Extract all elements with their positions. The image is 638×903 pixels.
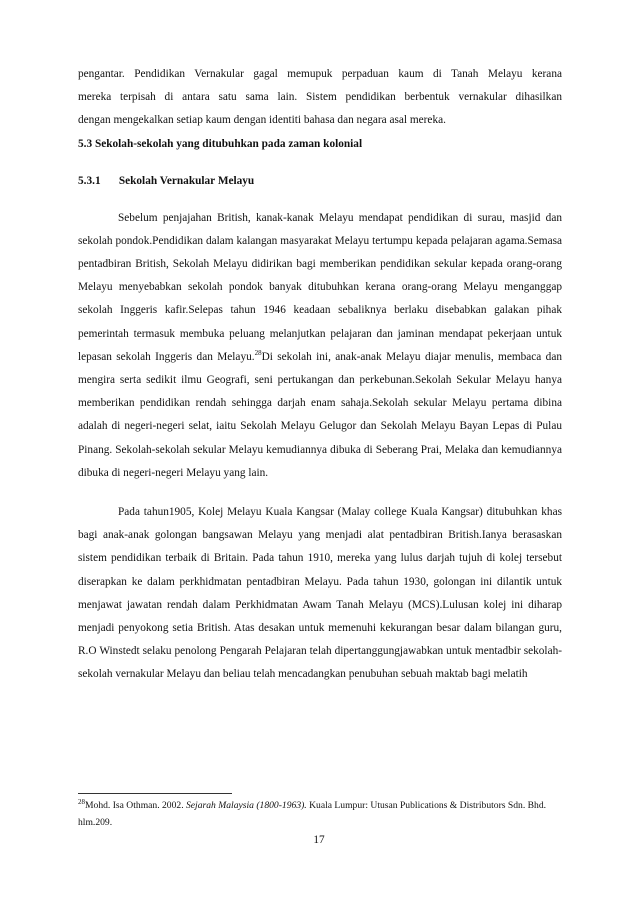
paragraph-1-text-a: Sebelum penjajahan British, kanak-kanak Melayu mendapat pendidikan di surau, masjid dan sekolah pondok.Pendidikan dalam kalangan masyarakat Melayu tertumpu kepada pelajaran agama.Semasa pentadbiran British, Sekolah Melayu didirikan bagi memberikan pendidikan sekular kepada orang-orang Melayu menyebabkan sekolah pondok banyak ditubuhkan kerana orang-orang Melayu menganggap sekolah Inggeris kafir.Selepas tahun 1946 keadaan sebaliknya berlaku disebabkan galakan pihak pemerintah termasuk membuka peluang melanjutkan pelajaran dan jaminan mendapat pekerjaan untuk lepasan sekolah Inggeris dan Melayu. <box>78 211 562 363</box>
footnote-divider <box>78 793 232 794</box>
footnote-reference: 28 <box>254 349 262 358</box>
subsection-title: Sekolah Vernakular Melayu <box>118 174 255 187</box>
footnote-author: Mohd. Isa Othman. 2002. <box>85 800 186 811</box>
footnote-mark: 28 <box>78 797 85 806</box>
page-number: 17 <box>313 834 325 846</box>
paragraph-2: Pada tahun1905, Kolej Melayu Kuala Kangsar (Malay college Kuala Kangsar) ditubuhkan khas bagi anak-anak golongan bangsawan Melayu yang menjadi alat pentadbiran British.Ianya berasaskan sistem pendidikan terbaik di Britain. Pada tahun 1910, mereka yang lulus darjah tujuh di kolej tersebut diserapkan ke dalam perkhidmatan pentadbiran Melayu. Pada tahun 1930, golongan ini dilantik untuk menjawat jawatan rendah dalam Perkhidmatan Awam Tanah Melayu (MCS).Lulusan kolej ini diharap menjadi penyokong setia British. Atas desakan untuk memenuhi kekurangan besar dalam bilangan guru, R.O Winstedt selaku penolong Pengarah Pelajaran telah dipertanggungjawabkan untuk mentadbir sekolah-sekolah vernakular Melayu dan beliau telah mencadangkan penubuhan sebuah maktab bagi melatih <box>78 506 562 681</box>
paragraph-1 <box>78 207 562 485</box>
footnote <box>78 797 568 831</box>
section-title: 5.3 Sekolah-sekolah yang ditubuhkan pada zaman kolonial <box>78 137 363 150</box>
paragraph-1-text-b: Di sekolah ini, anak-anak Melayu diajar menulis, membaca dan mengira serta sedikit ilmu Geografi, seni pertukangan dan perkebunan.Sekolah Sekular Melayu hanya memberikan pendidikan rendah sehingga darjah enam sahaja.Sekolah sekular Melayu pertama dibina adalah di negeri-negeri selat, iaitu Sekolah Melayu Gelugor dan Sekolah Melayu Bayan Lepas di Pulau Pinang. Sekolah-sekolah sekular Melayu kemudiannya dibuka di Seberang Prai, Melaka dan kemudiannya dibuka di negeri-negeri Melayu yang lain. <box>78 350 562 479</box>
intro-line-3: dengan mengekalkan setiap kaum dengan identiti bahasa dan negara asal mereka. <box>78 114 446 127</box>
subsection-heading <box>78 170 562 193</box>
footnote-book-title: Sejarah Malaysia (1800-1963). <box>186 800 307 811</box>
subsection-number: 5.3.1 <box>78 174 101 187</box>
intro-line-2: mereka terpisah di antara satu sama lain. Sistem pendidikan berbentuk vernakular dihasilkan <box>78 91 562 104</box>
footnote-publisher: Kuala Lumpur: Utusan Publications & Distributors Sdn. Bhd. hlm.209. <box>78 800 547 828</box>
intro-line-1: pengantar. Pendidikan Vernakular gagal memupuk perpaduan kaum di Tanah Melayu kerana <box>78 68 562 80</box>
page-body <box>78 63 562 687</box>
